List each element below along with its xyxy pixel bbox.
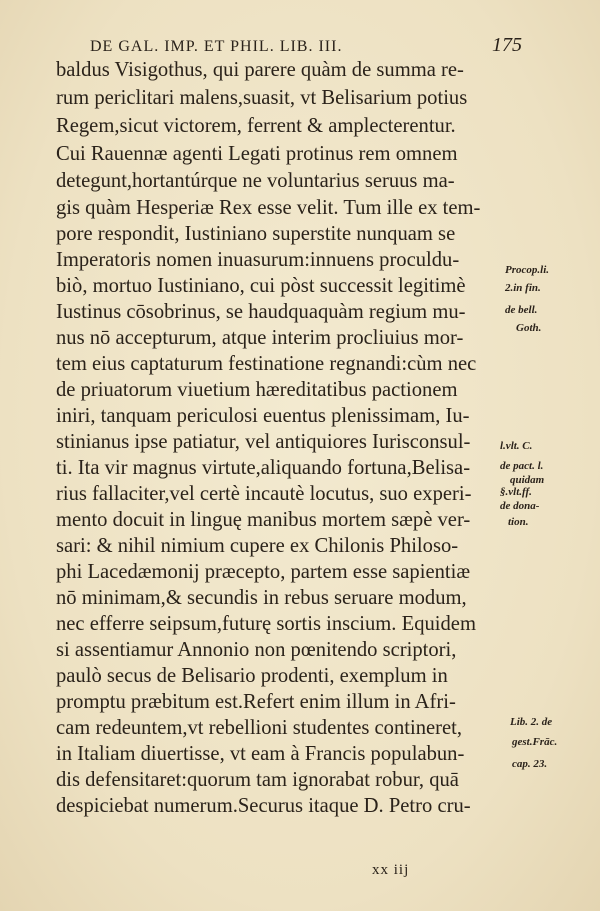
text-line: sari: & nihil nimium cupere ex Chilonis Philoso- bbox=[56, 535, 459, 557]
text-line: stinianus ipse patiatur, vel antiquiores Iurisconsul- bbox=[56, 431, 471, 453]
text-line: tem eius captaturum festinatione regnandi:cùm nec bbox=[56, 353, 477, 375]
text-line: paulò secus de Belisario prodenti, exemplum in bbox=[56, 665, 448, 687]
text-line: nō minimam,& secundis in rebus seruare modum, bbox=[56, 587, 467, 609]
text-line: si assentiamur Annonio non pœnitendo scriptori, bbox=[56, 639, 457, 661]
text-line: rius fallaciter,vel certè incautè locutus, suo experi- bbox=[56, 483, 472, 505]
marginal-note: 2.in fin. bbox=[505, 282, 541, 294]
marginal-note: gest.Frāc. bbox=[512, 736, 558, 748]
text-line: baldus Visigothus, qui parere quàm de summa re- bbox=[56, 59, 464, 81]
page-number: 175 bbox=[492, 34, 522, 56]
text-line: despiciebat numerum.Securus itaque D. Petro cru- bbox=[56, 795, 471, 817]
text-line: nus nō accepturum, atque interim procliuius mor- bbox=[56, 327, 464, 349]
text-line: gis quàm Hesperiæ Rex esse velit. Tum ille ex tem- bbox=[56, 197, 481, 219]
text-line: ti. Ita vir magnus virtute,aliquando fortuna,Belisa- bbox=[56, 457, 471, 479]
marginal-note: l.vlt. C. bbox=[500, 440, 533, 452]
text-line: cam redeuntem,vt rebellioni studentes contineret, bbox=[56, 717, 463, 739]
marginal-note: Goth. bbox=[516, 322, 542, 334]
running-title: DE GAL. IMP. ET PHIL. LIB. III. bbox=[90, 38, 343, 55]
text-line: Imperatoris nomen inuasurum:innuens proculdu- bbox=[56, 249, 460, 271]
text-line: Cui Rauennæ agenti Legati protinus rem omnem bbox=[56, 143, 458, 165]
text-line: pore respondit, Iustiniano superstite nunquam se bbox=[56, 223, 456, 245]
text-line: biò, mortuo Iustiniano, cui pòst successit legitimè bbox=[56, 275, 466, 297]
text-line: rum periclitari malens,suasit, vt Belisarium potius bbox=[56, 87, 468, 109]
text-line: iniri, tanquam periculosi euentus plenissimam, Iu- bbox=[56, 405, 470, 427]
marginal-note: Procop.li. bbox=[505, 264, 549, 276]
text-line: detegunt,hortantúrque ne voluntarius seruus ma- bbox=[56, 170, 455, 192]
text-line: promptu præbitum est.Refert enim illum in Afri- bbox=[56, 691, 456, 713]
marginal-note: de dona- bbox=[500, 500, 540, 512]
marginal-note: de bell. bbox=[505, 304, 538, 316]
marginal-note: quidam bbox=[510, 474, 545, 486]
marginal-note: §.vlt.ff. bbox=[500, 486, 532, 498]
text-line: Regem,sicut victorem, ferrent & amplecterentur. bbox=[56, 115, 456, 137]
text-line: de priuatorum viuetium hæreditatibus pactionem bbox=[56, 379, 458, 401]
marginal-note: cap. 23. bbox=[512, 758, 548, 770]
marginal-note: Lib. 2. de bbox=[510, 716, 553, 728]
text-line: phi Lacedæmonij præcepto, partem esse sapientiæ bbox=[56, 561, 471, 583]
text-line: in Italiam diuertisse, vt eam à Francis populabun- bbox=[56, 743, 465, 765]
text-line: dis defensitaret:quorum tam ignorabat robur, quā bbox=[56, 769, 459, 791]
marginal-note: de pact. l. bbox=[500, 460, 544, 472]
text-line: nec efferre seipsum,futurę sortis inscium. Equidem bbox=[56, 613, 476, 635]
marginal-note: tion. bbox=[508, 516, 529, 528]
text-line: mento docuit in linguę manibus mortem sæpè ver- bbox=[56, 509, 471, 531]
text-line: Iustinus cōsobrinus, se haudquaquàm regium mu- bbox=[56, 301, 466, 323]
signature-mark: xx iij bbox=[372, 862, 410, 878]
